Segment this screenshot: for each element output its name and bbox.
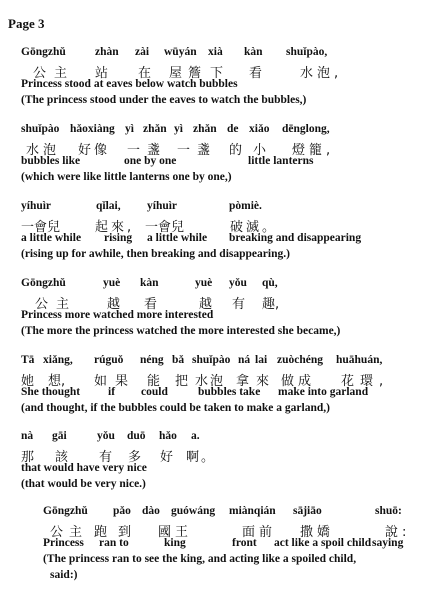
pinyin-word: zhǎn bbox=[193, 123, 217, 135]
stanza-6 bbox=[0, 430, 425, 494]
stanza-1 bbox=[0, 46, 425, 110]
pinyin-word: hǎo bbox=[159, 430, 177, 442]
translation-text: (The princess stood under the eaves to watch the bubbles,) bbox=[21, 94, 307, 106]
gloss-line bbox=[0, 462, 425, 478]
pinyin-word: zhàn bbox=[95, 46, 119, 58]
gloss-text: Princess stood at eaves below watch bubbles bbox=[21, 78, 238, 90]
hanzi-word: 一會兒 bbox=[21, 220, 61, 235]
hanzi-word: 那 bbox=[21, 450, 35, 465]
hanzi-word: 一 bbox=[177, 143, 191, 158]
pinyin-word: dēnglong, bbox=[282, 123, 330, 135]
hanzi-word: 拿 bbox=[236, 374, 250, 389]
gloss-text: king bbox=[164, 537, 186, 549]
hanzi-word: 盞 bbox=[197, 143, 211, 158]
gloss-text: rising bbox=[104, 232, 133, 244]
hanzi-word: 看 bbox=[249, 66, 263, 81]
pinyin-word: yíhuìr bbox=[21, 200, 52, 212]
pinyin-word: hǎoxiàng bbox=[70, 123, 115, 135]
translation-text: said:) bbox=[50, 569, 78, 581]
hanzi-line bbox=[0, 370, 425, 389]
hanzi-word: 公主 bbox=[35, 297, 78, 312]
gloss-text: Princess more watched more interested bbox=[21, 309, 214, 321]
pinyin-word: yì bbox=[174, 123, 183, 135]
gloss-line bbox=[0, 386, 425, 402]
pinyin-word: Gōngzhǔ bbox=[43, 505, 88, 517]
pinyin-line bbox=[0, 354, 425, 370]
hanzi-word: 燈籠, bbox=[292, 143, 335, 158]
hanzi-word: 起來, bbox=[95, 220, 135, 235]
pinyin-word: qù, bbox=[262, 277, 278, 289]
hanzi-word: 有 bbox=[99, 450, 113, 465]
stanza-2 bbox=[0, 123, 425, 187]
gloss-text: if bbox=[108, 386, 116, 398]
pinyin-line bbox=[0, 200, 425, 216]
hanzi-word: 越 bbox=[199, 297, 213, 312]
hanzi-word: 說: bbox=[385, 525, 411, 540]
gloss-line bbox=[0, 232, 425, 248]
hanzi-word: 水泡 bbox=[26, 143, 61, 158]
hanzi-word: 啊。 bbox=[186, 450, 217, 465]
stanza-7 bbox=[0, 505, 425, 585]
pinyin-word: yì bbox=[125, 123, 134, 135]
gloss-line bbox=[0, 537, 425, 553]
hanzi-word: 到 bbox=[118, 525, 132, 540]
translation-text: (The more the princess watched the more interested she became,) bbox=[21, 325, 341, 337]
hanzi-word: 好 bbox=[160, 450, 174, 465]
pinyin-word: xià bbox=[208, 46, 223, 58]
pinyin-word: xiǎo bbox=[249, 123, 270, 135]
pinyin-word: de bbox=[227, 123, 239, 135]
pinyin-word: rúguǒ bbox=[94, 354, 124, 366]
hanzi-word: 想, bbox=[48, 374, 66, 389]
translation-line bbox=[0, 569, 425, 585]
hanzi-word: 她 bbox=[21, 374, 35, 389]
hanzi-word: 趣, bbox=[262, 297, 280, 312]
pinyin-word: bǎ bbox=[172, 354, 185, 366]
pinyin-word: yǒu bbox=[97, 430, 115, 442]
gloss-text: front bbox=[232, 537, 257, 549]
hanzi-word: 破滅。 bbox=[230, 220, 279, 235]
pinyin-word: nà bbox=[21, 430, 34, 442]
hanzi-line bbox=[0, 293, 425, 312]
stanza-4 bbox=[0, 277, 425, 341]
pinyin-line bbox=[0, 123, 425, 139]
hanzi-line bbox=[0, 216, 425, 235]
translation-text: (and thought, if the bubbles could be taken to make a garland,) bbox=[21, 402, 330, 414]
pinyin-word: kàn bbox=[244, 46, 263, 58]
hanzi-word: 如果 bbox=[94, 374, 137, 389]
page-label: Page 3 bbox=[8, 16, 45, 31]
stanza-3 bbox=[0, 200, 425, 264]
pinyin-word: ná bbox=[238, 354, 251, 366]
hanzi-word: 公主 bbox=[33, 66, 76, 81]
gloss-text: a little while bbox=[21, 232, 82, 244]
pinyin-word: yuè bbox=[103, 277, 121, 289]
hanzi-word: 好像 bbox=[78, 143, 111, 158]
gloss-text: bubbles take bbox=[198, 386, 261, 398]
pinyin-word: zài bbox=[135, 46, 150, 58]
translation-text: (The princess ran to see the king, and acting like a spoiled child, bbox=[43, 553, 357, 565]
hanzi-line bbox=[0, 446, 425, 465]
pinyin-word: kàn bbox=[140, 277, 159, 289]
hanzi-word: 在 bbox=[138, 66, 152, 81]
pinyin-word: yíhuìr bbox=[147, 200, 178, 212]
pinyin-word: sājiāo bbox=[293, 505, 322, 517]
hanzi-word: 有 bbox=[232, 297, 246, 312]
hanzi-word: 撒嬌 bbox=[300, 525, 335, 540]
hanzi-word: 該 bbox=[55, 450, 69, 465]
gloss-text: that would have very nice bbox=[21, 462, 147, 474]
pinyin-word: guówáng bbox=[171, 505, 216, 517]
hanzi-word: 屋簷 bbox=[169, 66, 208, 81]
gloss-line bbox=[0, 309, 425, 325]
pinyin-word: zuòchéng bbox=[277, 354, 323, 366]
hanzi-word: 公主 bbox=[50, 525, 89, 540]
hanzi-word: 一會兒 bbox=[145, 220, 185, 235]
pinyin-word: xiǎng, bbox=[43, 354, 73, 366]
pinyin-word: shuǐpào bbox=[21, 123, 60, 135]
pinyin-line bbox=[0, 46, 425, 62]
pinyin-word: zhǎn bbox=[143, 123, 167, 135]
pinyin-word: yǒu bbox=[229, 277, 247, 289]
translation-line bbox=[0, 478, 425, 494]
gloss-line bbox=[0, 78, 425, 94]
pinyin-word: duō bbox=[127, 430, 146, 442]
hanzi-word: 下 bbox=[210, 66, 224, 81]
pinyin-word: Gōngzhǔ bbox=[21, 277, 66, 289]
gloss-text: make into garland bbox=[278, 386, 369, 398]
hanzi-word: 水泡, bbox=[300, 66, 343, 81]
gloss-text: a little while bbox=[147, 232, 208, 244]
hanzi-line bbox=[0, 139, 425, 158]
pinyin-word: Gōngzhǔ bbox=[21, 46, 66, 58]
translation-line bbox=[0, 325, 425, 341]
translation-text: (rising up for awhile, then breaking and disappearing.) bbox=[21, 248, 290, 260]
hanzi-word: 面前 bbox=[242, 525, 277, 540]
hanzi-word: 跑 bbox=[94, 525, 108, 540]
pinyin-word: dào bbox=[142, 505, 160, 517]
translation-line bbox=[0, 171, 425, 187]
pinyin-word: shuō: bbox=[375, 505, 402, 517]
hanzi-word: 盞 bbox=[147, 143, 161, 158]
hanzi-word: 一 bbox=[127, 143, 141, 158]
pinyin-line bbox=[0, 277, 425, 293]
hanzi-word: 小 bbox=[253, 143, 267, 158]
hanzi-word: 站 bbox=[95, 66, 109, 81]
pinyin-word: yuè bbox=[195, 277, 213, 289]
gloss-text: one by one bbox=[124, 155, 177, 167]
hanzi-word: 花環, bbox=[341, 374, 390, 389]
hanzi-line bbox=[0, 62, 425, 81]
hanzi-word: 越 bbox=[107, 297, 121, 312]
hanzi-word: 多 bbox=[128, 450, 142, 465]
pinyin-word: shuǐpào, bbox=[286, 46, 328, 58]
hanzi-word: 國王 bbox=[158, 525, 193, 540]
translation-line bbox=[0, 94, 425, 110]
hanzi-word: 做成 bbox=[281, 374, 316, 389]
gloss-text: act like a spoil child bbox=[274, 537, 372, 549]
pinyin-word: néng bbox=[140, 354, 164, 366]
hanzi-word: 水泡 bbox=[195, 374, 226, 389]
pinyin-word: a. bbox=[191, 430, 200, 442]
gloss-text: little lanterns bbox=[248, 155, 314, 167]
pinyin-word: pòmiè. bbox=[229, 200, 262, 212]
stanza-5 bbox=[0, 354, 425, 418]
pinyin-word: huāhuán, bbox=[336, 354, 383, 366]
translation-line bbox=[0, 402, 425, 418]
gloss-text: ran to bbox=[99, 537, 129, 549]
hanzi-word: 的 bbox=[229, 143, 243, 158]
translation-line bbox=[0, 248, 425, 264]
pinyin-word: qǐlai, bbox=[96, 200, 121, 212]
pinyin-word: Tā bbox=[21, 354, 35, 366]
gloss-text: could bbox=[141, 386, 168, 398]
pinyin-word: lai bbox=[255, 354, 268, 366]
pinyin-line bbox=[0, 430, 425, 446]
translation-text: (that would be very nice.) bbox=[21, 478, 146, 490]
pinyin-word: gāi bbox=[52, 430, 67, 442]
pinyin-word: shuǐpào bbox=[192, 354, 231, 366]
hanzi-line bbox=[0, 521, 425, 540]
hanzi-word: 把 bbox=[175, 374, 189, 389]
translation-line bbox=[0, 553, 425, 569]
pinyin-word: miànqián bbox=[229, 505, 276, 517]
hanzi-word: 能 bbox=[147, 374, 161, 389]
hanzi-word: 來 bbox=[256, 374, 270, 389]
translation-text: (which were like little lanterns one by one,) bbox=[21, 171, 232, 183]
gloss-text: breaking and disappearing bbox=[229, 232, 362, 244]
gloss-text: saying bbox=[372, 537, 404, 549]
gloss-line bbox=[0, 155, 425, 171]
pinyin-word: wūyán bbox=[164, 46, 197, 58]
pinyin-word: pǎo bbox=[113, 505, 131, 517]
gloss-text: She thought bbox=[21, 386, 81, 398]
hanzi-word: 看 bbox=[144, 297, 158, 312]
gloss-text: bubbles like bbox=[21, 155, 81, 167]
pinyin-line bbox=[0, 505, 425, 521]
gloss-text: Princess bbox=[43, 537, 84, 549]
